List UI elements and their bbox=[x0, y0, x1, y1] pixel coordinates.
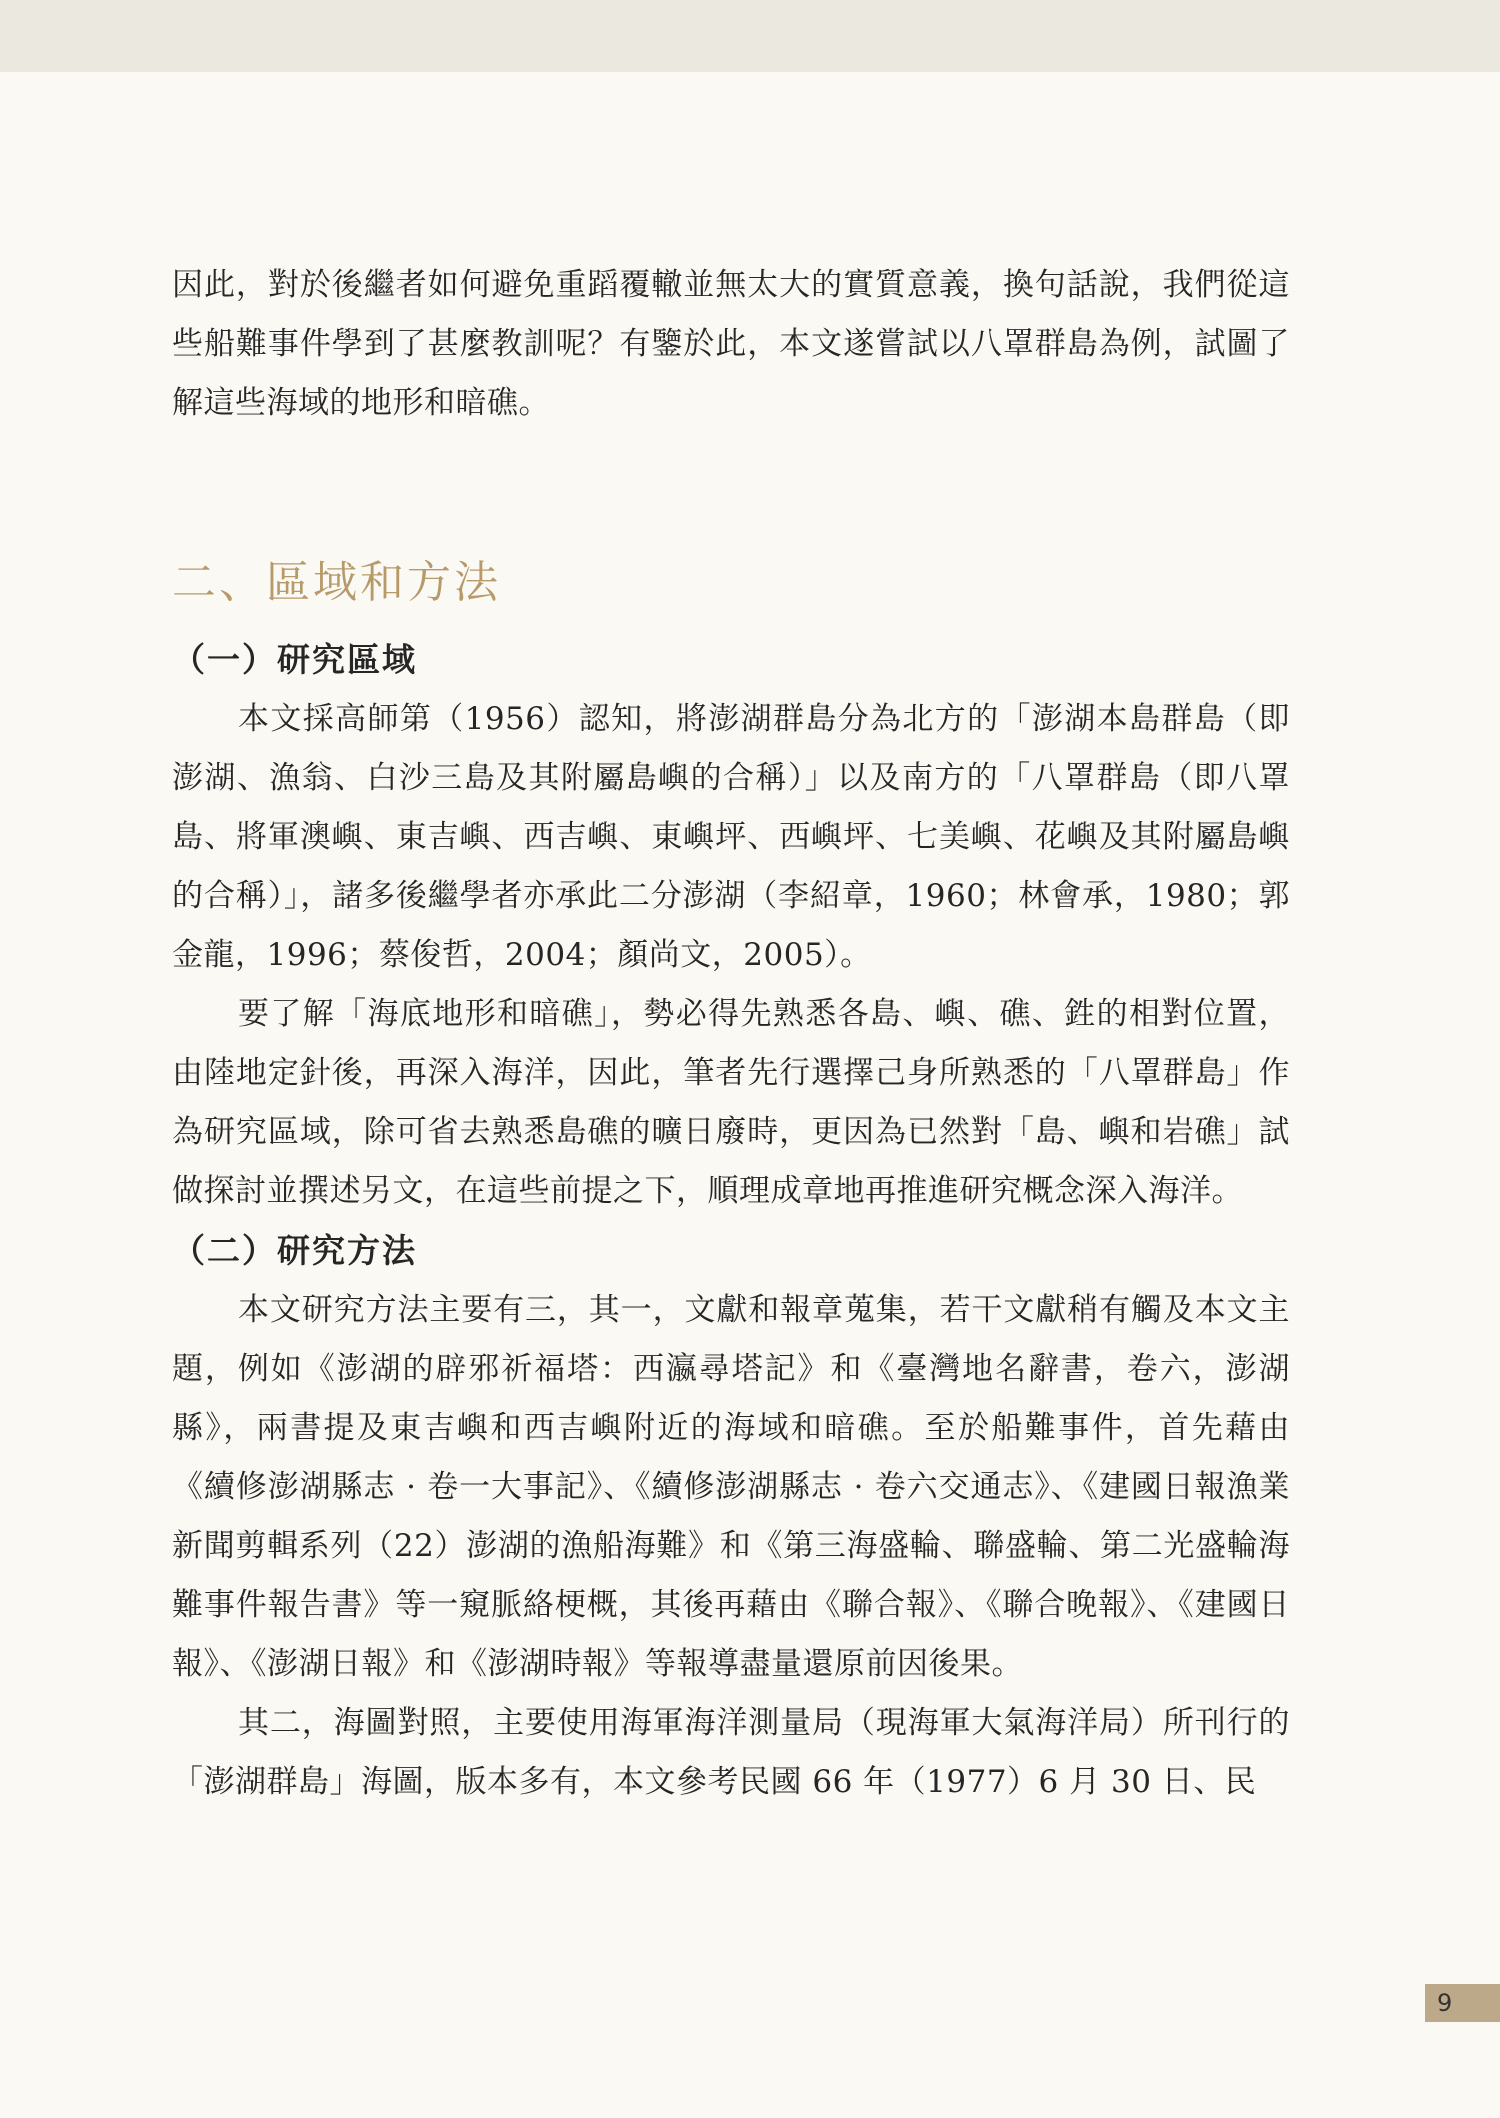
page-number-tab: 9 bbox=[1425, 1984, 1500, 2022]
scan-top-band bbox=[0, 0, 1500, 72]
subsection-heading-study-area: （一）研究區域 bbox=[172, 640, 417, 679]
intro-paragraph: 因此，對於後繼者如何避免重蹈覆轍並無太大的實質意義，換句話說，我們從這些船難事件學到了甚麼教訓呢？有鑒於此，本文遂嘗試以八罩群島為例，試圖了解這些海域的地形和暗礁。 bbox=[172, 267, 1290, 421]
paragraph-methods-1: 本文研究方法主要有三，其一，文獻和報章蒐集，若干文獻稍有觸及本文主題，例如《澎湖的辟邪祈福塔：西瀛尋塔記》和《臺灣地名辭書，卷六，澎湖縣》，兩書提及東吉嶼和西吉嶼附近的海域和暗礁。至於船難事件，首先藉由《續修澎湖縣志 · 卷一大事記》、《續修澎湖縣志 · 卷六交通志》、《建國日報漁業新聞剪輯系列（22）澎湖的漁船海難》和《第三海盛輪、聯盛輪、第二光盛輪海難事件報告書》等一窺脈絡梗概，其後再藉由《聯合報》、《聯合晚報》、《建國日報》、《澎湖日報》和《澎湖時報》等報導盡量還原前因後果。 bbox=[172, 1292, 1290, 1682]
methods-block bbox=[172, 630, 1290, 1812]
paragraph-study-area-2: 要了解「海底地形和暗礁」，勢必得先熟悉各島、嶼、礁、鉎的相對位置，由陸地定針後，再深入海洋，因此，筆者先行選擇己身所熟悉的「八罩群島」作為研究區域，除可省去熟悉島礁的曠日廢時，更因為已然對「島、嶼和岩礁」試做探討並撰述另文，在這些前提之下，順理成章地再推進研究概念深入海洋。 bbox=[172, 996, 1290, 1209]
section-title: 二、區域和方法 bbox=[172, 557, 501, 608]
intro-block bbox=[172, 256, 1290, 433]
paragraph-methods-2: 其二，海圖對照，主要使用海軍海洋測量局（現海軍大氣海洋局）所刊行的「澎湖群島」海圖，版本多有，本文參考民國 66 年（1977）6 月 30 日、民 bbox=[172, 1705, 1290, 1800]
paragraph-study-area-1: 本文採高師第（1956）認知，將澎湖群島分為北方的「澎湖本島群島（即澎湖、漁翁、白沙三島及其附屬島嶼的合稱）」以及南方的「八罩群島（即八罩島、將軍澳嶼、東吉嶼、西吉嶼、東嶼坪、西嶼坪、七美嶼、花嶼及其附屬島嶼的合稱）」，諸多後繼學者亦承此二分澎湖（李紹章，1960；林會承，1980；郭金龍，1996；蔡俊哲，2004；顏尚文，2005）。 bbox=[172, 701, 1290, 973]
subsection-heading-research-methods: （二）研究方法 bbox=[172, 1231, 417, 1270]
